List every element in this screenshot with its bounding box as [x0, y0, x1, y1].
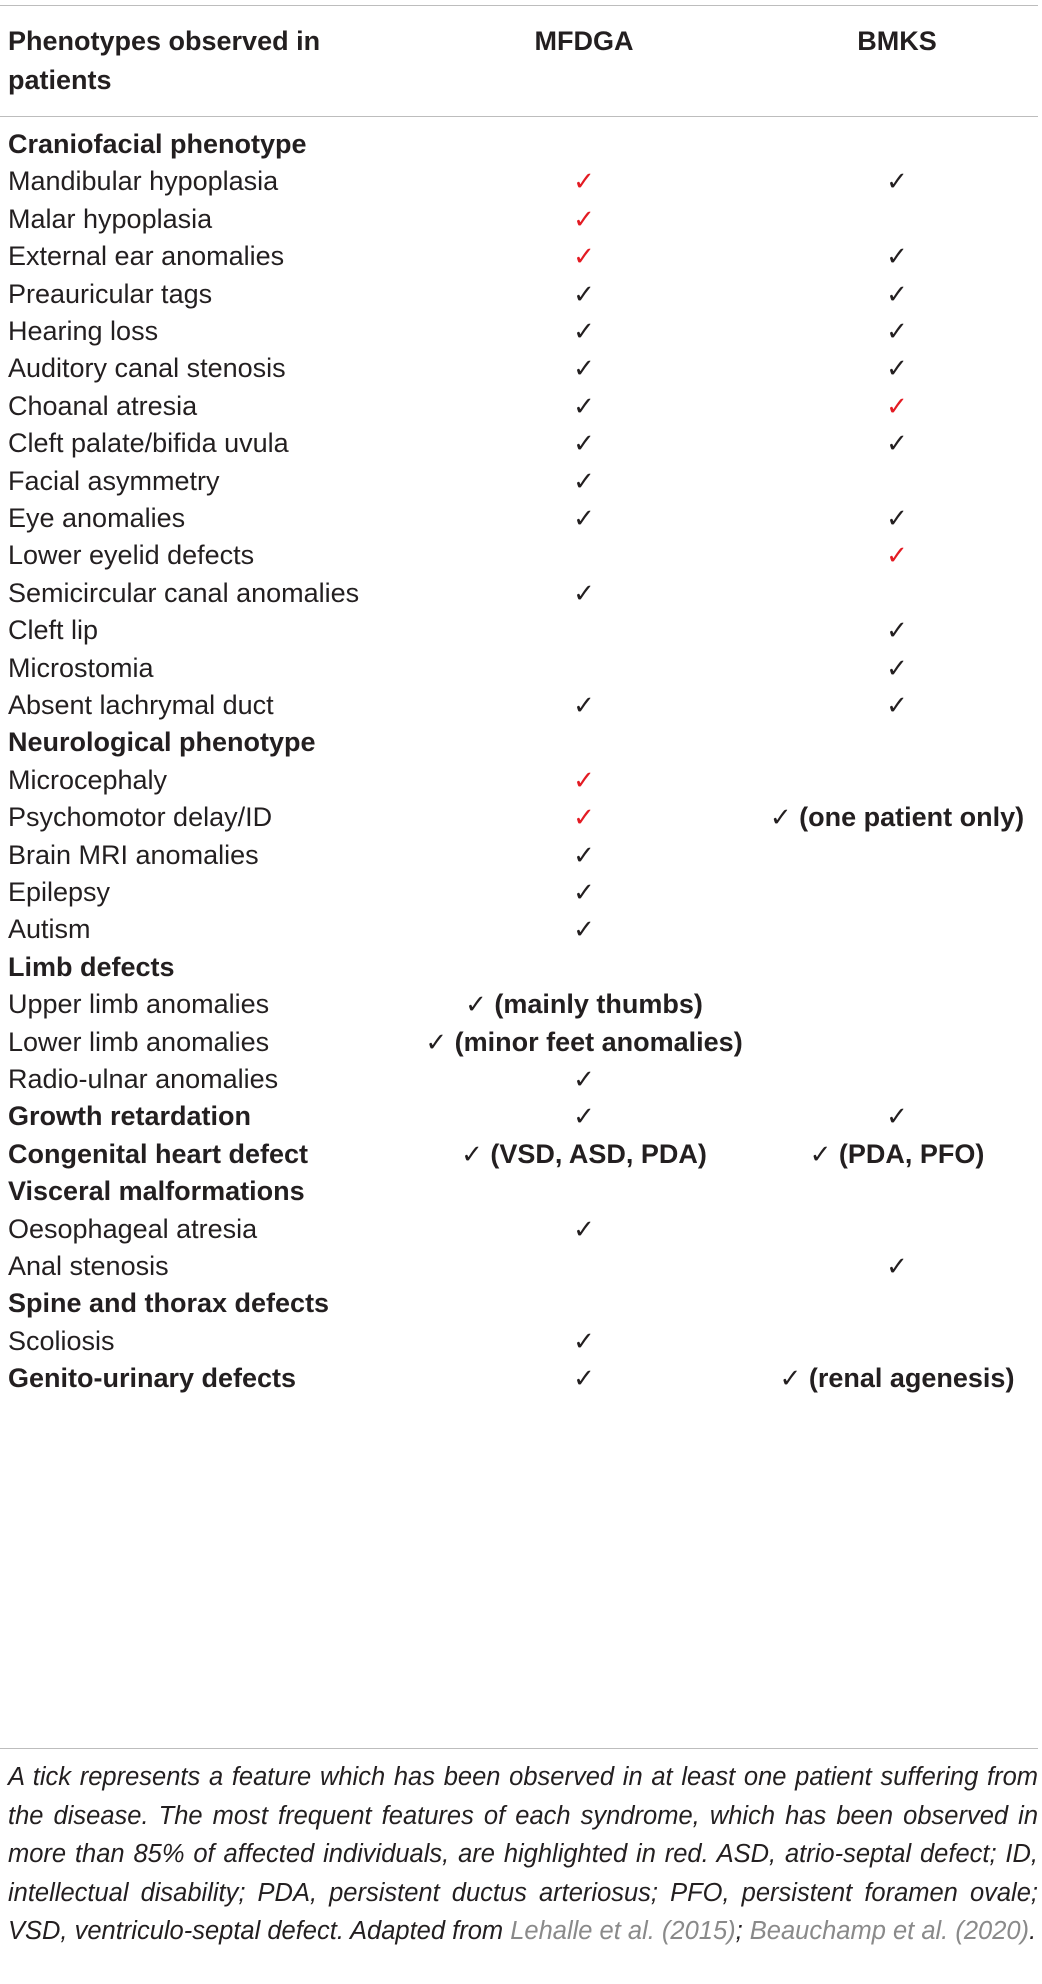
check-icon: ✓ [573, 803, 595, 834]
table-caption [8, 1758, 1038, 1951]
check-icon: ✓ [886, 242, 908, 273]
section-heading: Limb defects [8, 951, 175, 982]
header-phenotypes: Phenotypes observed in patients [8, 26, 321, 95]
header-bmks: BMKS [857, 26, 937, 56]
phenotype-label: Absent lachrymal duct [8, 690, 274, 720]
phenotype-label: Cleft lip [8, 615, 99, 646]
cell-note: (VSD, ASD, PDA) [490, 1138, 707, 1169]
phenotype-label: Hearing loss [8, 316, 159, 346]
phenotype-label: Oesophageal atresia [8, 1213, 258, 1244]
check-icon: ✓ [573, 429, 595, 460]
phenotype-label: Upper limb anomalies [8, 989, 270, 1020]
phenotype-label: Scoliosis [8, 1325, 115, 1356]
check-icon: ✓ [573, 915, 595, 946]
check-icon: ✓ [886, 504, 908, 534]
check-icon: ✓ [886, 354, 908, 385]
check-icon: ✓ [779, 1364, 802, 1395]
check-icon: ✓ [809, 1139, 832, 1170]
phenotype-label: Eye anomalies [8, 503, 186, 533]
check-icon: ✓ [886, 391, 908, 422]
check-icon: ✓ [573, 354, 595, 385]
phenotype-label: Anal stenosis [8, 1251, 169, 1281]
check-icon: ✓ [573, 691, 595, 721]
check-icon: ✓ [461, 1139, 483, 1170]
phenotype-label: Preauricular tags [8, 278, 213, 309]
check-icon: ✓ [886, 1252, 908, 1282]
check-icon: ✓ [573, 317, 595, 347]
check-icon: ✓ [573, 1326, 595, 1357]
phenotype-label: Microstomia [8, 652, 154, 683]
bottom-rule [0, 1748, 1038, 1749]
phenotype-label: Lower limb anomalies [8, 1026, 270, 1057]
phenotype-label: Radio-ulnar anomalies [8, 1064, 279, 1094]
check-icon: ✓ [886, 616, 908, 647]
phenotype-label: Psychomotor delay/ID [8, 802, 273, 833]
phenotype-label: Facial asymmetry [8, 465, 220, 496]
cell-note: (one patient only) [799, 802, 1025, 833]
phenotype-label: Auditory canal stenosis [8, 353, 286, 384]
check-icon: ✓ [573, 279, 595, 310]
check-icon: ✓ [886, 1102, 908, 1133]
phenotype-label: Congenital heart defect [8, 1138, 309, 1169]
table-row [0, 1355, 1042, 1402]
section-heading: Spine and thorax defects [8, 1288, 330, 1319]
check-icon: ✓ [573, 765, 595, 796]
phenotype-label: Lower eyelid defects [8, 540, 255, 571]
phenotype-label: Microcephaly [8, 764, 168, 795]
section-heading: Visceral malformations [8, 1176, 305, 1207]
check-icon: ✓ [573, 1214, 595, 1245]
check-icon: ✓ [573, 1364, 595, 1395]
caption-text: A tick represents a feature which has been observed in at least one patient suffering from the disease. The most frequent features of each syndrome, which has been observed in more than 85% of affected individuals, are highlighted in red. ASD, atrio-septal defect; ID, intellectual disability; PDA, persistent ductus arteriosus; PFO, persistent foramen ovale; VSD, ventriculo-septal defect. Adapted from [8, 1763, 1038, 1945]
check-icon: ✓ [573, 504, 595, 534]
phenotype-label: Mandibular hypoplasia [8, 166, 279, 197]
phenotype-label: Growth retardation [8, 1101, 252, 1132]
header-rule [0, 116, 1038, 117]
phenotype-label: Brain MRI anomalies [8, 839, 259, 870]
check-icon: ✓ [465, 990, 487, 1021]
phenotype-label: Semicircular canal anomalies [8, 577, 360, 608]
cell-note: (renal agenesis) [808, 1363, 1015, 1394]
caption-end: . [1029, 1917, 1037, 1945]
section-heading: Neurological phenotype [8, 727, 316, 758]
phenotype-label: Malar hypoplasia [8, 203, 213, 234]
phenotype-label: Choanal atresia [8, 390, 198, 421]
cell-note: (PDA, PFO) [838, 1138, 985, 1169]
bmks-cell [780, 1355, 1015, 1403]
check-icon: ✓ [573, 167, 595, 198]
caption-ref-beauchamp[interactable]: Beauchamp et al. (2020) [749, 1917, 1030, 1945]
check-icon: ✓ [886, 167, 908, 198]
check-icon: ✓ [886, 429, 908, 460]
check-icon: ✓ [573, 242, 595, 273]
header-mfdga: MFDGA [534, 26, 634, 56]
check-icon: ✓ [886, 653, 908, 684]
check-icon: ✓ [886, 317, 908, 347]
check-icon: ✓ [769, 803, 792, 834]
check-icon: ✓ [886, 691, 908, 721]
phenotype-label: External ear anomalies [8, 241, 285, 272]
check-icon: ✓ [573, 1102, 595, 1133]
caption-separator: ; [735, 1917, 750, 1945]
check-icon: ✓ [573, 578, 595, 609]
check-icon: ✓ [886, 279, 908, 310]
phenotype-label: Genito-urinary defects [8, 1363, 297, 1394]
phenotype-label: Epilepsy [8, 877, 111, 907]
check-icon: ✓ [573, 466, 595, 497]
section-heading: Craniofacial phenotype [8, 129, 307, 159]
caption-ref-lehalle[interactable]: Lehalle et al. (2015) [510, 1917, 736, 1945]
check-icon: ✓ [573, 204, 595, 235]
check-icon: ✓ [573, 878, 595, 908]
check-icon: ✓ [886, 541, 908, 572]
top-rule [0, 5, 1038, 6]
cell-note: (minor feet anomalies) [454, 1026, 743, 1057]
check-icon: ✓ [573, 840, 595, 871]
mfdga-cell [573, 1355, 595, 1403]
check-icon: ✓ [573, 1065, 595, 1095]
phenotype-label: Autism [8, 914, 91, 945]
check-icon: ✓ [425, 1027, 448, 1058]
cell-note: (mainly thumbs) [494, 989, 703, 1020]
phenotype-label: Cleft palate/bifida uvula [8, 428, 289, 459]
check-icon: ✓ [573, 391, 595, 422]
